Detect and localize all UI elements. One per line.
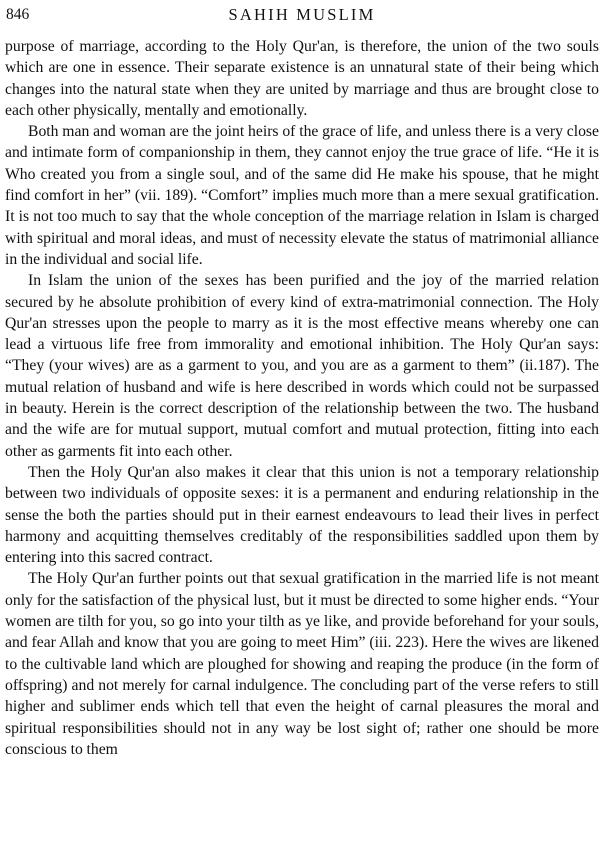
running-header	[5, 0, 599, 30]
paragraph: In Islam the union of the sexes has been purified and the joy of the married relation secured by he absolute prohibition of every kind of extra-matrimonial connection. The Holy Qur'an stresses upon the people to marry as it is the most effective means whereby one can lead a virtuous life free from immorality and emotional inhibition. The Holy Qur'an says: “They (your wives) are as a garment to you, and you are as a garment to them” (ii.187). The mutual relation of husband and wife is here described in words which could not be surpassed in beauty. Herein is the correct description of the relationship between the two. The husband and the wife are for mutual support, mutual comfort and mutual protection, fitting into each other as garments fit into each other.	[5, 272, 599, 460]
page-number: 846	[6, 6, 30, 23]
paragraph-continued: purpose of marriage, according to the Holy Qur'an, is therefore, the union of the two souls which are one in essence. Their separate existence is an unnatural state of their being which changes into the natural state when they are united by marriage and thus are brought close to each other physically, mentally and emotionally.	[5, 38, 599, 119]
paragraph: The Holy Qur'an further points out that sexual gratification in the married life is not meant only for the satisfaction of the physical lust, but it must be directed to some higher ends. “Your women are tilth for you, so go into your tilth as ye like, and provide beforehand for your souls, and fear Allah and know that you are going to meet Him” (iii. 223). Here the wives are likened to the cultivable land which are ploughed for showing and reaping the produce (in the form of offspring) and not merely for carnal indulgence. The concluding part of the verse refers to still higher and sublimer ends which tell that even the height of carnal pleasures the moral and spiritual responsibilities should not in any way be lost sight of; rather one should be more conscious to them	[5, 570, 599, 758]
body-text	[5, 36, 599, 760]
paragraph: Then the Holy Qur'an also makes it clear that this union is not a temporary relationship between two individuals of opposite sexes: it is a permanent and enduring relationship in the sense the both the parties should put in their earnest endeavours to lead their lives in perfect harmony and acquitting themselves creditably of the responsibilities saddled upon them by entering into this sacred contract.	[5, 463, 599, 567]
running-title: SAHIH MUSLIM	[228, 5, 376, 24]
paragraph: Both man and woman are the joint heirs of the grace of life, and unless there is a very close and intimate form of companionship in them, they cannot enjoy the true grace of life. “He it is Who created you from a single soul, and of the same did He make his spouse, that he might find comfort in her” (vii. 189). “Comfort” implies much more than a mere sexual gratification. It is not too much to say that the whole conception of the marriage relation in Islam is charged with spiritual and moral ideas, and must of necessity elevate the status of matrimonial alliance in the individual and social life.	[5, 123, 599, 268]
